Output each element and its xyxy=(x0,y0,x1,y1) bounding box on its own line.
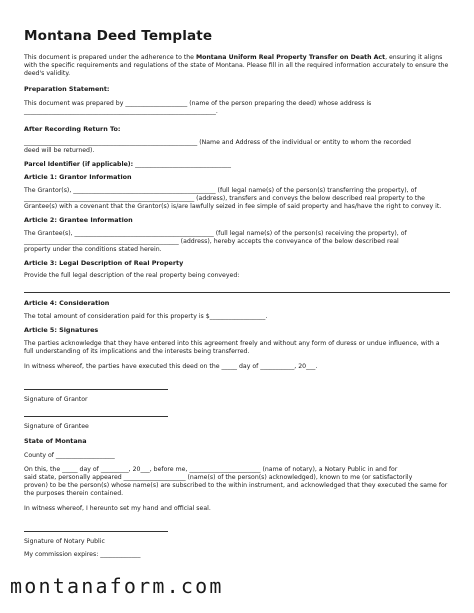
notary-line-4: the purposes therein contained. xyxy=(24,490,124,497)
article-5-heading: Article 5: Signatures xyxy=(24,326,99,334)
after-recording-line-1: ________________________________________________________ (Name and Address of the individual or entity to whom the recorded xyxy=(24,139,411,146)
article-2-line-1: The Grantee(s), _____________________________________________ (full legal name(s) of the person(s) receiving the property), of xyxy=(24,230,407,237)
grantee-signature-label: Signature of Grantee xyxy=(24,423,89,430)
notary-witness-line: In witness whereof, I hereunto set my hand and official seal. xyxy=(24,505,211,512)
preparation-heading: Preparation Statement: xyxy=(24,85,110,93)
article-1-heading: Article 1: Grantor Information xyxy=(24,173,132,181)
article-5-line-1: The parties acknowledge that they have entered into this agreement freely and without any form of duress or undue influence, with a xyxy=(24,340,440,347)
intro-text: This document is prepared under the adherence to the xyxy=(24,54,196,61)
parcel-label: Parcel Identifier (if applicable): xyxy=(24,161,134,168)
article-4-heading: Article 4: Consideration xyxy=(24,299,110,307)
intro-text-rest: , ensuring it aligns with the specific requirements and regulations of the state of Montana. Please fill in all the required information accurately to ensure the deed's validity. xyxy=(24,54,451,77)
state-heading: State of Montana xyxy=(24,437,87,445)
article-2-line-3: property under the conditions stated herein. xyxy=(24,246,162,253)
article-1-line-2: _______________________________________________________ (address), transfers and conveys the below described real property to the xyxy=(24,195,425,202)
notary-signature-label: Signature of Notary Public xyxy=(24,538,105,545)
notary-line-1: On this, the _____ day of _________, 20___, before me, _______________________ (name of notary), a Notary Public in and for xyxy=(24,466,398,473)
article-4-line-1: The total amount of consideration paid for this property is $__________________. xyxy=(24,313,268,320)
notary-line-3: proven) to be the person(s) whose name(s) are subscribed to the within instrument, and acknowledged that they executed the same for xyxy=(24,482,448,489)
preparation-line-1: This document was prepared by ____________________ (name of the person preparing the deed) whose address is xyxy=(24,100,372,107)
intro-paragraph xyxy=(24,54,450,78)
parcel-blank: _______________________________ xyxy=(133,161,231,168)
article-2-line-2: __________________________________________________ (address), hereby accepts the conveyance of the below described real xyxy=(24,238,399,245)
after-recording-heading: After Recording Return To: xyxy=(24,125,121,133)
grantor-signature-label: Signature of Grantor xyxy=(24,396,88,403)
article-3-heading: Article 3: Legal Description of Real Property xyxy=(24,259,184,267)
article-5-line-2: full understanding of its implications and the interests being transferred. xyxy=(24,348,250,355)
intro-act-name: Montana Uniform Real Property Transfer on Death Act xyxy=(195,54,386,61)
notary-line-2: said state, personally appeared ____________________ (name(s) of the person(s) acknowledged), known to me (or satisfactorily xyxy=(24,474,413,481)
article-2-heading: Article 2: Grantee Information xyxy=(24,216,133,224)
article-1-line-3: Grantee(s) with a covenant that the Grantor(s) is/are lawfully seized in fee simple of said property and has/have the right to convey it. xyxy=(24,203,442,210)
county-line: County of ___________________ xyxy=(24,452,115,459)
witness-line: In witness whereof, the parties have executed this deed on the _____ day of ___________, 20___. xyxy=(24,363,318,370)
commission-expiry-line: My commission expires: _____________ xyxy=(24,551,141,558)
article-3-line-1: Provide the full legal description of the real property being conveyed: xyxy=(24,272,240,279)
preparation-line-2: ______________________________________________________________. xyxy=(24,108,218,115)
after-recording-line-2: deed will be returned). xyxy=(24,147,95,154)
footer-site-watermark: montanaform.com xyxy=(10,574,224,598)
parcel-identifier xyxy=(24,161,450,169)
deed-document xyxy=(24,28,450,559)
document-title: Montana Deed Template xyxy=(24,28,213,44)
article-1-line-1: The Grantor(s), ______________________________________________ (full legal name(s) of the person(s) transferring the property), of xyxy=(24,187,417,194)
